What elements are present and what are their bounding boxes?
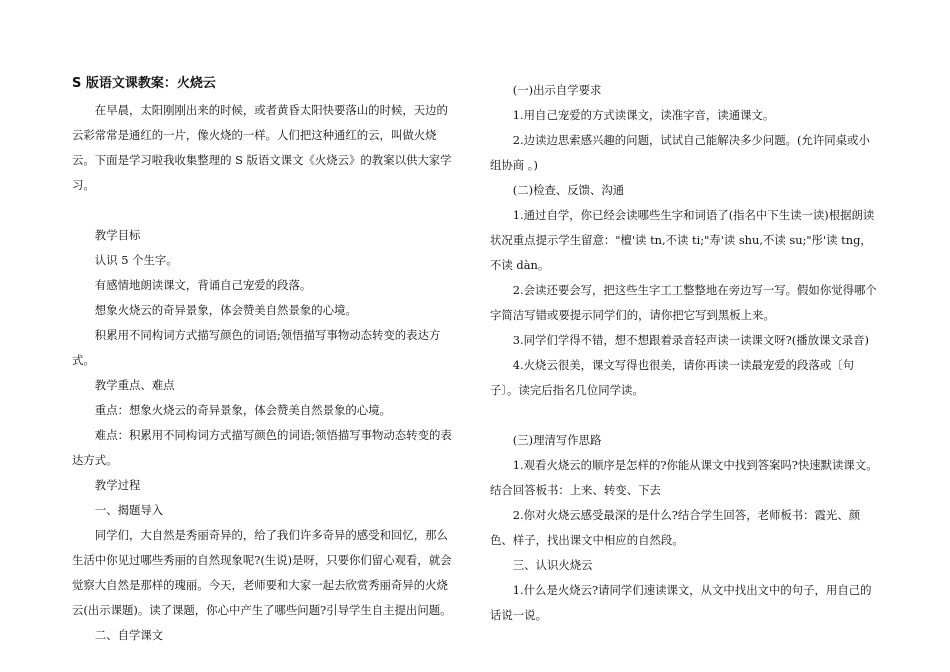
key-heading: 教学重点、难点 — [94, 378, 175, 392]
step1-heading: 一、揭题导入 — [94, 503, 164, 517]
right-column — [490, 78, 878, 628]
section3-item-1: 1.观看火烧云的顺序是怎样的?你能从课文中找到答案吗?快速默读课文。结合回答板书：上来、转变、下去 — [490, 458, 878, 497]
goal-item-3: 想象火烧云的奇异景象，体会赞美自然景象的心境。 — [94, 303, 357, 317]
section1-item-2: 2.边读边思索感兴趣的问题，试试自己能解决多少问题。(允许同桌或小组协商 。) — [490, 133, 870, 172]
section1-heading: (一)出示自学要求 — [512, 83, 602, 97]
section2-item-1: 1.通过自学，你已经会读哪些生字和词语了(指名中下生读一读)根据朗读状况重点提示学生留意："檀'读 tn,不读 ti;"寿'读 shu,不读 su;"彤'读 tng，不读 dàn。 — [490, 208, 875, 272]
section2-item-3: 3.同学们学得不错，想不想跟着录音轻声读一读课文呀?(播放课文录音) — [512, 333, 869, 347]
goal-item-1: 认识 5 个生字。 — [94, 253, 178, 267]
step3-item-1: 1.什么是火烧云?请同学们速读课文，从文中找出文中的句子，用自己的话说一说。 — [490, 583, 872, 622]
spacer — [72, 198, 458, 223]
spacer — [490, 403, 878, 428]
goal-item-2: 有感情地朗读课文，背诵自己宠爱的段落。 — [94, 278, 312, 292]
process-heading: 教学过程 — [94, 478, 141, 492]
document-title: S 版语文课教案：火烧云 — [72, 76, 216, 91]
step2-heading: 二、自学课文 — [94, 628, 164, 642]
intro-paragraph: 在早晨，太阳刚刚出来的时候，或者黄昏太阳快要落山的时候，天边的云彩常常是通红的一片，像火烧的一样。人们把这种通红的云，叫做火烧云。下面是学习啦我收集整理的 S 版语文课文《火烧云》的教案以供大家学习。 — [72, 103, 452, 192]
left-column — [72, 72, 458, 648]
difficult-point: 难点：积累用不同构词方式描写颜色的词语;领悟描写事物动态转变的表达方式。 — [72, 428, 452, 467]
section2-item-2: 2.会读还要会写，把这些生字工工整整地在旁边写一写。假如你觉得哪个字简洁写错或要提示同学们的，请你把它写到黑板上来。 — [490, 283, 877, 322]
section2-heading: (二)检查、反馈、沟通 — [512, 183, 625, 197]
goal-item-4: 积累用不同构词方式描写颜色的词语;领悟描写事物动态转变的表达方式。 — [72, 328, 441, 367]
step1-text: 同学们，大自然是秀丽奇异的，给了我们许多奇异的感受和回忆，那么生活中你见过哪些秀丽的自然现象呢?(生说)是呀，只要你们留心观看，就会觉察大自然是那样的瑰丽。今天，老师要和大家一起去欣赏秀丽奇异的火烧云(出示课题)。读了课题，你心中产生了哪些问题?引导学生自主提出问题。 — [72, 528, 452, 617]
section1-item-1: 1.用自己宠爱的方式读课文，读准字音，读通课文。 — [512, 108, 775, 122]
section2-item-4: 4.火烧云很美，课文写得也很美，请你再读一读最宠爱的段落或〔句子〕。读完后指名几位同学读。 — [490, 358, 854, 397]
section3-item-2: 2.你对火烧云感受最深的是什么?结合学生回答，老师板书：霞光、颜色、样子，找出课文中相应的自然段。 — [490, 508, 861, 547]
step3-heading: 三、认识火烧云 — [512, 558, 593, 572]
goals-heading: 教学目标 — [94, 228, 141, 242]
section3-heading: (三)理清写作思路 — [512, 433, 602, 447]
key-point: 重点：想象火烧云的奇异景象，体会赞美自然景象的心境。 — [94, 403, 391, 417]
